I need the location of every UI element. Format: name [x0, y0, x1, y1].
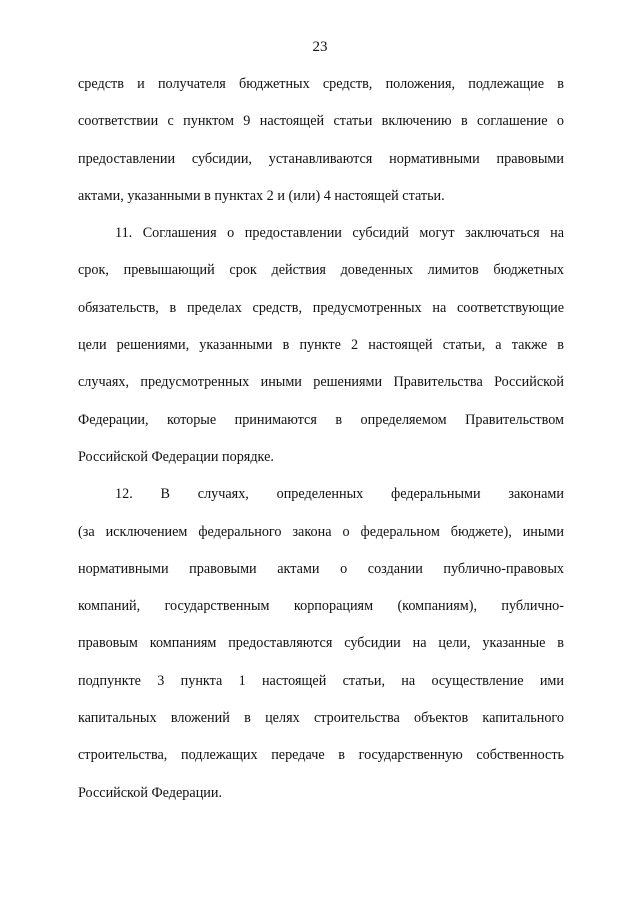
text-line: строительства, подлежащих передаче в государственную собственность — [78, 747, 564, 764]
text-line: срок, превышающий срок действия доведенных лимитов бюджетных — [78, 262, 564, 279]
paragraph-continuation — [78, 66, 564, 215]
text-line: Российской Федерации. — [78, 784, 223, 801]
text-line: капитальных вложений в целях строительства объектов капитального — [78, 710, 564, 727]
text-line: подпункте 3 пункта 1 настоящей статьи, на осуществление ими — [78, 672, 564, 689]
text-line: (за исключением федерального закона о федеральном бюджете), иными — [78, 523, 564, 540]
text-line: нормативными правовыми актами о создании публично-правовых — [78, 560, 564, 577]
text-line: обязательств, в пределах средств, предусмотренных на соответствующие — [78, 299, 564, 316]
text-line: соответствии с пунктом 9 настоящей статьи включению в соглашение о — [78, 113, 564, 130]
text-line: компаний, государственным корпорациям (компаниям), публично- — [78, 598, 564, 615]
paragraph-item-12 — [78, 476, 564, 812]
text-line: цели решениями, указанными в пункте 2 настоящей статьи, а также в — [78, 337, 564, 354]
page-number: 23 — [312, 39, 328, 55]
document-body — [78, 66, 564, 812]
text-line: актами, указанными в пунктах 2 и (или) 4 настоящей статьи. — [78, 187, 445, 204]
text-line: 11. Соглашения о предоставлении субсидий могут заключаться на — [115, 225, 564, 242]
paragraph-item-11 — [78, 215, 564, 476]
text-line: случаях, предусмотренных иными решениями Правительства Российской — [78, 374, 564, 391]
text-line: 12. В случаях, определенных федеральными законами — [115, 486, 564, 503]
text-line: предоставлении субсидии, устанавливаются нормативными правовыми — [78, 150, 564, 167]
text-line: средств и получателя бюджетных средств, положения, подлежащие в — [78, 76, 564, 92]
text-line: правовым компаниям предоставляются субсидии на цели, указанные в — [78, 635, 564, 652]
text-line: Российской Федерации порядке. — [78, 448, 274, 465]
text-line: Федерации, которые принимаются в определяемом Правительством — [78, 411, 564, 428]
